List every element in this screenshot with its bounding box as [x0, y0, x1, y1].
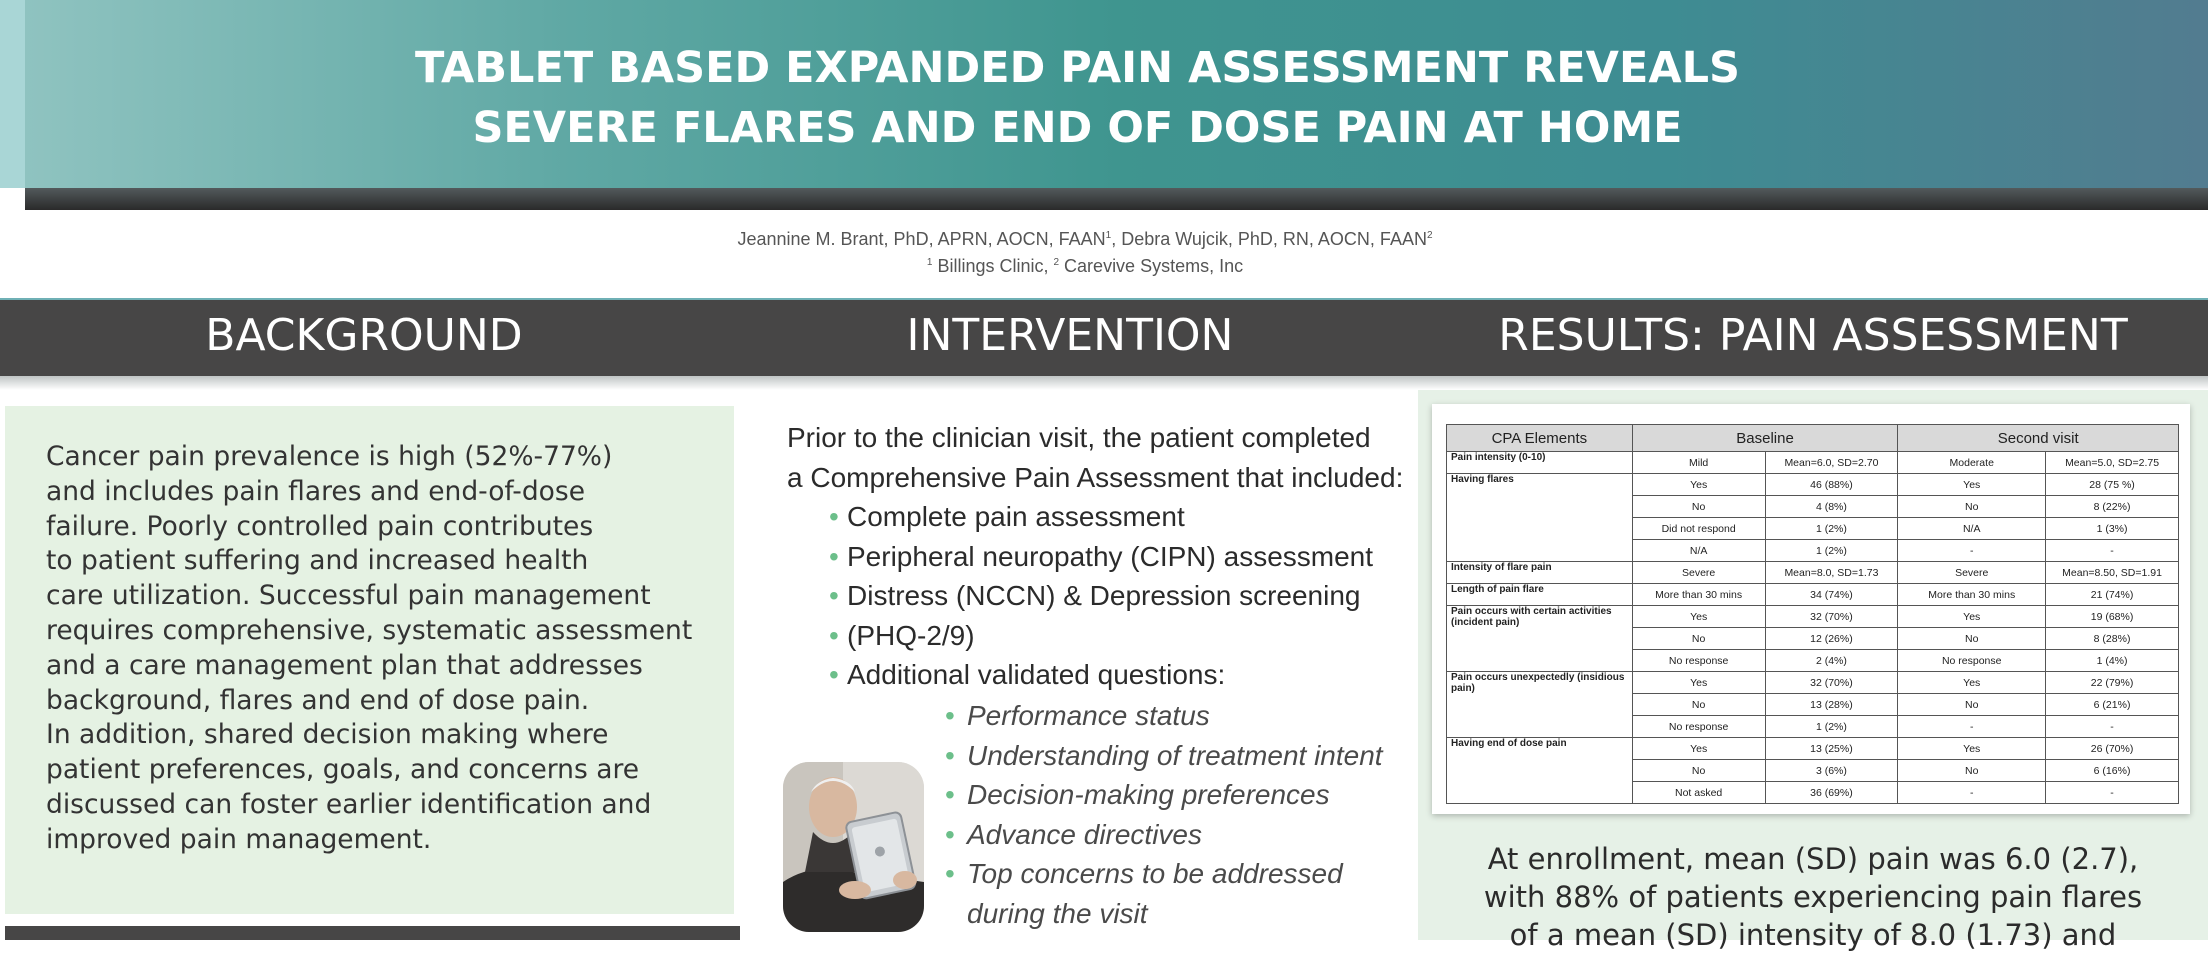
table-cell: - — [1898, 782, 2046, 804]
table-cell: No response — [1632, 650, 1765, 672]
sublist-item: • Performance status — [967, 696, 1407, 736]
table-cell: - — [2046, 540, 2179, 562]
affiliation-line — [0, 251, 2170, 278]
banner-left-strip — [0, 0, 25, 188]
table-row — [1447, 474, 2179, 496]
table-cell: No — [1898, 760, 2046, 782]
table-cell: Yes — [1898, 672, 2046, 694]
background-line: and a care management plan that addresses — [46, 649, 643, 681]
sublist-item-continuation: during the visit — [967, 897, 1148, 929]
table-cell: More than 30 mins — [1898, 584, 2046, 606]
table-cell: 8 (22%) — [2046, 496, 2179, 518]
table-cell: - — [2046, 716, 2179, 738]
author-2-affiliation-mark: 2 — [1426, 230, 1433, 241]
author-1: Jeannine M. Brant, PhD, APRN, AOCN, FAAN — [737, 229, 1106, 249]
table-cell: Having end of dose pain — [1447, 738, 1633, 804]
intervention-lead — [787, 418, 1407, 497]
sublist-item: • Understanding of treatment intent — [967, 736, 1407, 776]
title-line-1: TABLET BASED EXPANDED PAIN ASSESSMENT REVEALS — [415, 43, 1740, 93]
table-cell: No — [1632, 628, 1765, 650]
table-cell: Yes — [1632, 738, 1765, 760]
results-line: with 88% of patients experiencing pain flares — [1483, 880, 2143, 914]
list-item: • Additional validated questions: — [847, 655, 1407, 695]
table-cell: Mean=6.0, SD=2.70 — [1765, 452, 1898, 474]
table-cell: 1 (2%) — [1765, 716, 1898, 738]
sublist-item: • Top concerns to be addressed — [967, 854, 1407, 894]
poster-title — [25, 38, 2130, 158]
section-title-intervention: INTERVENTION — [906, 310, 1234, 361]
table-header-row — [1447, 425, 2179, 452]
background-line: care utilization. Successful pain management — [46, 580, 651, 612]
section-title-background: BACKGROUND — [205, 310, 523, 361]
table-cell: Yes — [1898, 474, 2046, 496]
table-cell: 19 (68%) — [2046, 606, 2179, 628]
table-cell: 8 (28%) — [2046, 628, 2179, 650]
affiliation-1: Billings Clinic, — [932, 256, 1054, 276]
table-cell: 6 (21%) — [2046, 694, 2179, 716]
results-line: of a mean (SD) intensity of 8.0 (1.73) and — [1509, 918, 2117, 952]
title-line-2: SEVERE FLARES AND END OF DOSE PAIN AT HOME — [472, 103, 1683, 153]
table-cell: Did not respond — [1632, 518, 1765, 540]
background-line: requires comprehensive, systematic assessment — [46, 614, 693, 646]
table-cell: 1 (4%) — [2046, 650, 2179, 672]
table-cell: Yes — [1632, 474, 1765, 496]
list-item: • (PHQ-2/9) — [847, 616, 1407, 656]
table-cell: N/A — [1898, 518, 2046, 540]
background-line: discussed can foster earlier identification and — [46, 788, 652, 820]
results-line: At enrollment, mean (SD) pain was 6.0 (2.7), — [1487, 842, 2139, 876]
results-summary — [1418, 840, 2208, 954]
table-cell: No — [1898, 694, 2046, 716]
table-row — [1447, 562, 2179, 584]
affiliation-1-mark: 1 — [926, 257, 933, 268]
table-row — [1447, 606, 2179, 628]
banner-bottom-stripe — [25, 188, 2208, 210]
cpa-results-table — [1446, 424, 2179, 804]
table-cell: Pain intensity (0-10) — [1447, 452, 1633, 474]
table-cell: 13 (28%) — [1765, 694, 1898, 716]
intervention-sublist — [967, 696, 1407, 894]
table-cell: 1 (2%) — [1765, 540, 1898, 562]
table-cell: No response — [1898, 650, 2046, 672]
table-cell: No — [1898, 496, 2046, 518]
affiliation-2: Carevive Systems, Inc — [1059, 256, 1244, 276]
table-cell: No — [1632, 496, 1765, 518]
background-line: Cancer pain prevalence is high (52%-77%) — [46, 441, 613, 472]
table-header-cell: Second visit — [1898, 425, 2179, 452]
background-next-section-bar — [5, 926, 740, 940]
table-cell: More than 30 mins — [1632, 584, 1765, 606]
background-text — [46, 440, 746, 858]
table-cell: Mean=8.50, SD=1.91 — [2046, 562, 2179, 584]
table-cell: Length of pain flare — [1447, 584, 1633, 606]
table-cell: Not asked — [1632, 782, 1765, 804]
table-cell: No — [1898, 628, 2046, 650]
table-cell: 2 (4%) — [1765, 650, 1898, 672]
intervention-lead-line: Prior to the clinician visit, the patient completed — [787, 422, 1371, 453]
table-cell: 4 (8%) — [1765, 496, 1898, 518]
table-cell: 32 (70%) — [1765, 606, 1898, 628]
table-cell: - — [1898, 716, 2046, 738]
table-cell: - — [1898, 540, 2046, 562]
table-cell: Pain occurs with certain activities (incident pain) — [1447, 606, 1633, 672]
background-line: In addition, shared decision making where — [46, 719, 609, 751]
patient-tablet-photo — [783, 762, 924, 932]
table-cell: 1 (3%) — [2046, 518, 2179, 540]
sublist-item: • Decision-making preferences — [967, 775, 1407, 815]
background-line: and includes pain flares and end-of-dose — [46, 475, 585, 507]
table-cell: 21 (74%) — [2046, 584, 2179, 606]
section-header-shadow — [0, 376, 2208, 390]
author-2: Debra Wujcik, PhD, RN, AOCN, FAAN — [1121, 229, 1427, 249]
table-cell: 36 (69%) — [1765, 782, 1898, 804]
intervention-text — [787, 418, 1407, 695]
table-cell: 34 (74%) — [1765, 584, 1898, 606]
table-cell: Intensity of flare pain — [1447, 562, 1633, 584]
table-cell: 12 (26%) — [1765, 628, 1898, 650]
patient-with-tablet-illustration — [783, 762, 924, 932]
intervention-list — [787, 497, 1407, 695]
list-item: • Distress (NCCN) & Depression screening — [847, 576, 1407, 616]
table-row — [1447, 452, 2179, 474]
affiliation-2-mark: 2 — [1053, 257, 1060, 268]
background-line: improved pain management. — [46, 823, 432, 855]
list-item: • Complete pain assessment — [847, 497, 1407, 537]
background-line: failure. Poorly controlled pain contributes — [46, 510, 594, 542]
table-cell: 28 (75 %) — [2046, 474, 2179, 496]
table-cell: 46 (88%) — [1765, 474, 1898, 496]
table-cell: 26 (70%) — [2046, 738, 2179, 760]
table-cell: Yes — [1898, 606, 2046, 628]
list-item: • Peripheral neuropathy (CIPN) assessment — [847, 537, 1407, 577]
background-line: background, flares and end of dose pain. — [46, 684, 590, 716]
table-cell: Having flares — [1447, 474, 1633, 562]
table-header-cell: Baseline — [1632, 425, 1898, 452]
table-cell: N/A — [1632, 540, 1765, 562]
intervention-sublist-block — [967, 696, 1407, 933]
table-cell: Yes — [1632, 672, 1765, 694]
intervention-lead-line: a Comprehensive Pain Assessment that included: — [787, 461, 1404, 493]
table-row — [1447, 738, 2179, 760]
table-cell: 1 (2%) — [1765, 518, 1898, 540]
table-cell: 13 (25%) — [1765, 738, 1898, 760]
table-cell: Mean=8.0, SD=1.73 — [1765, 562, 1898, 584]
table-row — [1447, 672, 2179, 694]
table-header-cell: CPA Elements — [1447, 425, 1633, 452]
section-title-results: RESULTS: PAIN ASSESSMENT — [1498, 310, 2128, 361]
author-line — [0, 224, 2170, 251]
table-cell: 32 (70%) — [1765, 672, 1898, 694]
table-cell: No — [1632, 694, 1765, 716]
authors-block — [0, 224, 2170, 278]
table-cell: 3 (6%) — [1765, 760, 1898, 782]
background-line: patient preferences, goals, and concerns are — [46, 754, 640, 786]
table-cell: Severe — [1632, 562, 1765, 584]
table-cell: Yes — [1898, 738, 2046, 760]
author-separator: , — [1111, 229, 1122, 249]
author-1-affiliation-mark: 1 — [1105, 230, 1112, 241]
table-cell: - — [2046, 782, 2179, 804]
sublist-item: • Advance directives — [967, 815, 1407, 855]
table-cell: Pain occurs unexpectedly (insidious pain) — [1447, 672, 1633, 738]
table-row — [1447, 584, 2179, 606]
table-cell: 22 (79%) — [2046, 672, 2179, 694]
table-cell: Yes — [1632, 606, 1765, 628]
table-cell: Mild — [1632, 452, 1765, 474]
table-cell: Severe — [1898, 562, 2046, 584]
table-cell: 6 (16%) — [2046, 760, 2179, 782]
table-cell: No response — [1632, 716, 1765, 738]
table-cell: Mean=5.0, SD=2.75 — [2046, 452, 2179, 474]
background-line: to patient suffering and increased health — [46, 545, 589, 577]
table-cell: Moderate — [1898, 452, 2046, 474]
table-cell: No — [1632, 760, 1765, 782]
